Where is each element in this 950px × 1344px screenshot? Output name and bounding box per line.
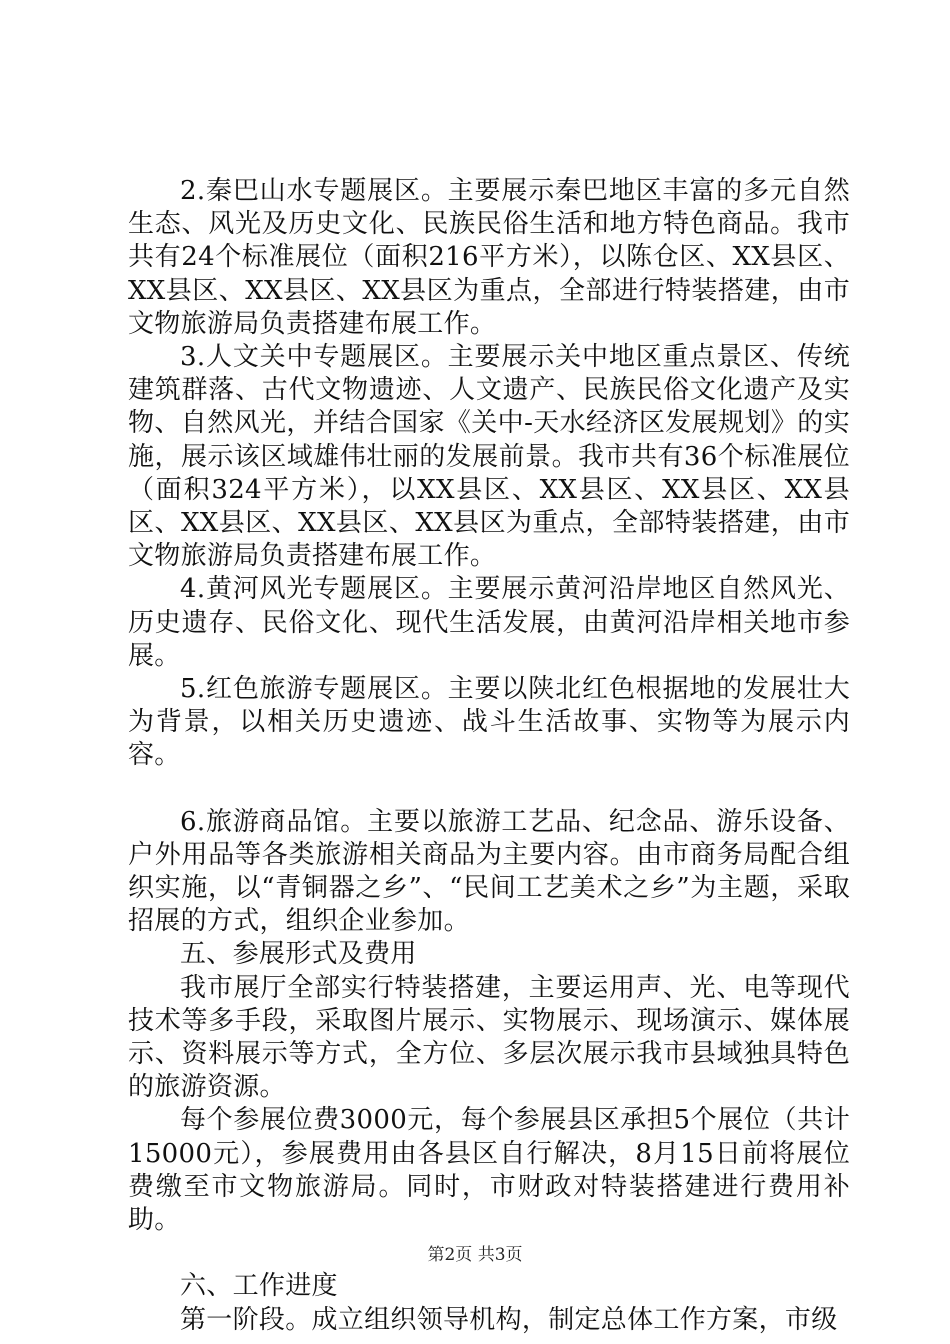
paragraph-tourism-goods-hall: 6.旅游商品馆。主要以旅游工艺品、纪念品、游乐设备、户外用品等各类旅游相关商品为主要内容。由市商务局配合组织实施，以“青铜器之乡”、“民间工艺美术之乡”为主题，采取招展的方式，组织企业参加。 bbox=[128, 806, 850, 937]
page-footer: 第2页 共3页 bbox=[427, 1245, 523, 1265]
paragraph-phase-one: 第一阶段。成立组织领导机构，制定总体工作方案，市级 bbox=[180, 1304, 838, 1335]
paragraph-exhibit-fees: 每个参展位费3000元，每个参展县区承担5个展位（共计15000元），参展费用由各县区自行解决，8月15日前将展位费缴至市文物旅游局。同时，市财政对特装搭建进行费用补助。 bbox=[128, 1105, 850, 1236]
paragraph-guanzhong-zone: 3.人文关中专题展区。主要展示关中地区重点景区、传统建筑群落、古代文物遗迹、人文遗产、民族民俗文化遗产及实物、自然风光，并结合国家《关中-天水经济区发展规划》的实施，展示该区域雄伟壮丽的发展前景。我市共有36个标准展位（面积324平方米），以XX县区、XX县区、XX县区、XX县区、XX县区、XX县区、XX县区为重点，全部特装搭建，由市文物旅游局负责搭建布展工作。 bbox=[128, 342, 850, 572]
section-heading-format-fees: 五、参展形式及费用 bbox=[180, 939, 417, 970]
paragraph-qinba-zone: 2.秦巴山水专题展区。主要展示秦巴地区丰富的多元自然生态、风光及历史文化、民族民俗生活和地方特色商品。我市共有24个标准展位（面积216平方米），以陈仓区、XX县区、XX县区、XX县区、XX县区为重点，全部进行特装搭建，由市文物旅游局负责搭建布展工作。 bbox=[128, 176, 850, 339]
document-body bbox=[128, 175, 850, 1337]
paragraph-exhibit-format: 我市展厅全部实行特装搭建，主要运用声、光、电等现代技术等多手段，采取图片展示、实物展示、现场演示、媒体展示、资料展示等方式，全方位、多层次展示我市县域独具特色的旅游资源。 bbox=[128, 972, 850, 1103]
paragraph-red-tourism-zone: 5.红色旅游专题展区。主要以陕北红色根据地的发展壮大为背景，以相关历史遗迹、战斗生活故事、实物等为展示内容。 bbox=[128, 674, 850, 771]
paragraph-yellow-river-zone: 4.黄河风光专题展区。主要展示黄河沿岸地区自然风光、历史遗存、民俗文化、现代生活发展，由黄河沿岸相关地市参展。 bbox=[128, 574, 850, 671]
section-heading-work-progress: 六、工作进度 bbox=[180, 1271, 338, 1302]
